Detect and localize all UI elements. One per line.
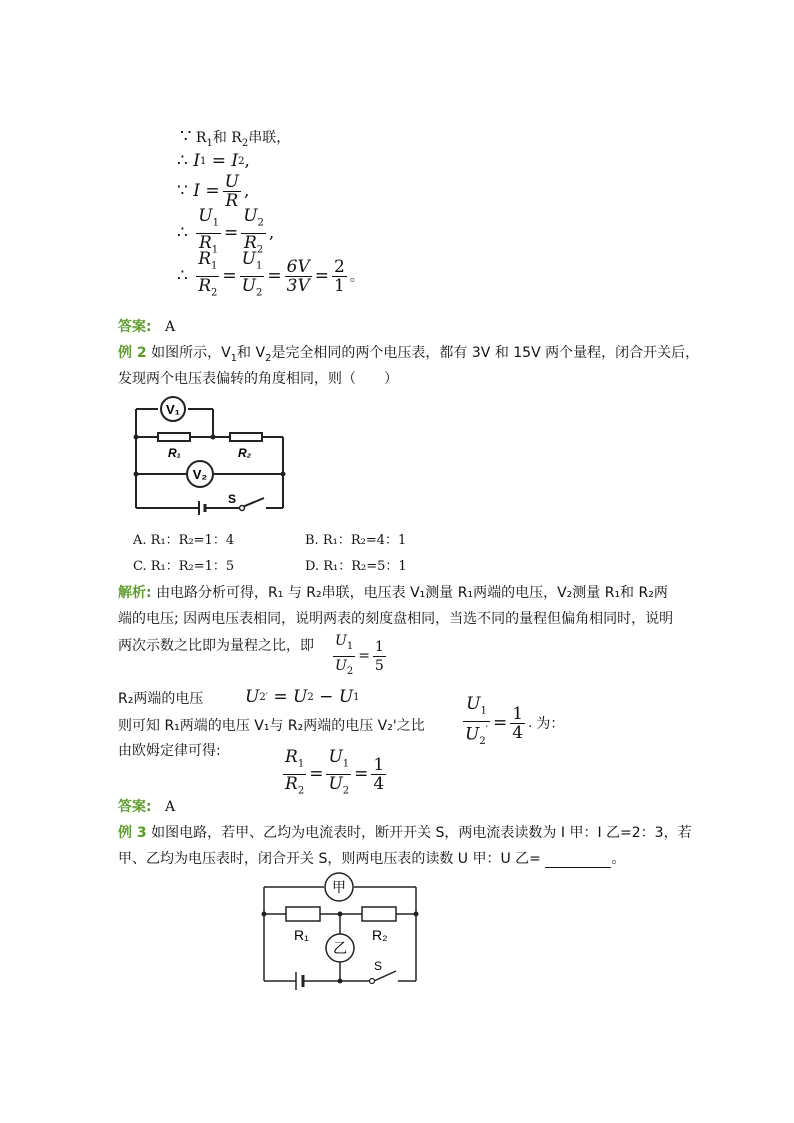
solution-line-2: ∴ I 1 = I 2 , — [177, 151, 250, 171]
r2-label-2: R₂ — [372, 927, 388, 943]
solution-line-3: ∵ I = $\frac{U}{R}$ , — [177, 171, 250, 211]
option-d: D. R₁：R₂=5：1 — [305, 559, 407, 574]
switch-label-2: S — [374, 959, 383, 973]
formula-u2-prime: U 2 ′ = U 2 − U 1 — [245, 687, 360, 707]
answer-blank[interactable] — [545, 854, 611, 868]
meter-jia-label: 甲 — [332, 879, 346, 895]
answer-1: 答案: A — [118, 319, 176, 335]
analysis-line-3: 两次示数之比即为量程之比，即 — [118, 638, 314, 654]
option-c: C. R₁：R₂=1：5 — [133, 559, 235, 574]
ratio-formula-2: $\frac{U_1}{U_2'}$ = $\frac{1}{4}$ . 为： — [465, 694, 565, 747]
analysis-line-4: R₂两端的电压 — [118, 691, 204, 707]
example-2-line-1: 例 2 如图所示，$V_1$和 $V_2$是完全相同的两个电压表，都有 3V 和 15V 两个量程，闭合开关后， — [118, 345, 700, 364]
example-2-line-2: 发现两个电压表偏转的角度相同，则（ ） — [118, 371, 398, 387]
analysis-line-6: 由欧姆定律可得: — [118, 743, 221, 759]
r1-label-2: R₁ — [294, 927, 309, 943]
solution-line-1: ∵ $R_1$和 $R_2$串联， — [180, 126, 291, 149]
solution-line-5: ∴ $\frac{R_1}{R_2}$ = $\frac{U_1}{U_2}$ = $\frac{6V}{3V}$ = $\frac{2}{1}$ 。 — [177, 249, 364, 298]
ohm-law-formula: $\frac{R_1}{R_2}$ = $\frac{U_1}{U_2}$ = $\frac{1}{4}$ — [285, 747, 385, 796]
option-b: B. R₁：R₂=4：1 — [305, 533, 407, 548]
circuit-diagram-1 — [128, 395, 290, 520]
example-3-line-2: 甲、乙均为电压表时，闭合开关 S，则两电压表的读数 U 甲：U 乙= 。 — [118, 851, 626, 867]
v2-label: V₂ — [192, 467, 208, 482]
ratio-formula-1: $\frac{U_1}{U_2}$ = $\frac{1}{5}$ — [335, 632, 384, 677]
r1-label: R₁ — [168, 446, 181, 460]
analysis-line-5: 则可知 R₁两端的电压 V₁与 R₂两端的电压 V₂'之比 — [118, 718, 425, 734]
answer-2: 答案: A — [118, 799, 176, 815]
option-a: A. R₁：R₂=1：4 — [133, 533, 235, 548]
v1-label: V₁ — [165, 402, 181, 417]
meter-yi-label: 乙 — [333, 940, 347, 956]
analysis-line-1: 解析: 由电路分析可得，R₁ 与 R₂串联，电压表 V₁测量 R₁两端的电压，V₂测量 R₁和 R₂两 — [118, 585, 668, 601]
r2-label: R₂ — [238, 446, 252, 460]
solution-line-4: ∴ $\frac{U_1}{R_1}$ = $\frac{U_2}{R_2}$ , — [177, 206, 275, 255]
circuit-diagram-2 — [258, 872, 424, 992]
example-3-line-1: 例 3 如图电路，若甲、乙均为电流表时，断开开关 S，两电流表读数为 I 甲：I 乙=2：3，若 — [118, 825, 692, 841]
switch-label: S — [228, 492, 237, 506]
analysis-line-2: 端的电压; 因两电压表相同，说明两表的刻度盘相同，当选不同的量程但偏角相同时，说明 — [118, 611, 674, 627]
